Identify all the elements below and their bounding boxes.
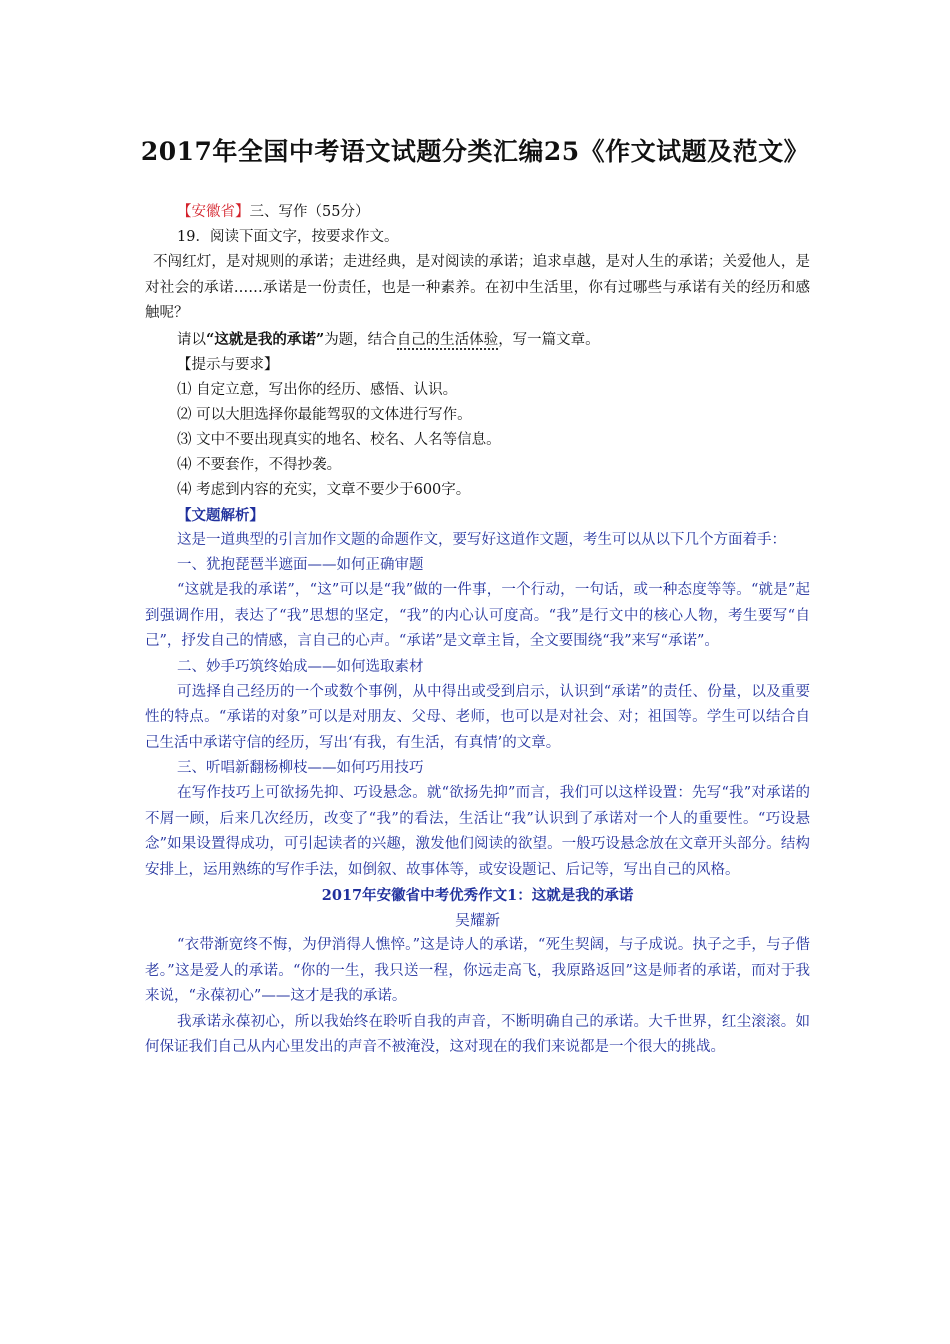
document-body xyxy=(145,200,810,1061)
tip-item: ⑷ 不要套作，不得抄袭。 xyxy=(177,456,342,473)
document-title: 2017年全国中考语文试题分类汇编25《作文试题及范文》 xyxy=(140,137,810,166)
tip-item: ⑷ 考虑到内容的充实，文章不要少于600字。 xyxy=(177,481,471,498)
analysis-intro: 这是一道典型的引言加作文题的命题作文，要写好这道作文题，考生可以从以下几个方面着手： xyxy=(177,531,786,548)
question-prompt: 19．阅读下面文字，按要求作文。 xyxy=(177,229,399,245)
tip-item: ⑴ 自定立意，写出你的经历、感悟、认识。 xyxy=(177,381,458,398)
analysis-section-body: 在写作技巧上可欲扬先抑、巧设悬念。就“欲扬先抑”而言，我们可以这样设置：先写“我”对承诺的不屑一顾，后来几次经历，改变了“我”的看法，生活让“我”认识到了承诺对一个人的重要性。“巧设悬念”如果设置得成功，可引起读者的兴趣，激发他们阅读的欲望。一般巧设悬念放在文章开头部分。结构安排上，运用熟练的写作手法，如倒叙、故事体等，或安设题记、后记等，写出自己的风格。 xyxy=(145,785,810,878)
question-task xyxy=(145,327,810,353)
analysis-section-title: 一、犹抱琵琶半遮面——如何正确审题 xyxy=(177,557,424,573)
question-material: 不闯红灯，是对规则的承诺；走进经典，是对阅读的承诺；追求卓越，是对人生的承诺；关爱他人，是对社会的承诺……承诺是一份责任，也是一种素养。在初中生活里，你有过哪些与承诺有关的经历和感触呢？ xyxy=(145,254,810,321)
tip-item: ⑵ 可以大胆选择你最能驾驭的文体进行写作。 xyxy=(177,406,472,423)
essay-title: 2017年安徽省中考优秀作文1：这就是我的承诺 xyxy=(321,887,634,904)
essay-author: 吴耀新 xyxy=(454,911,500,929)
task-title: “这就是我的承诺” xyxy=(206,330,325,348)
task-emphasis: 自己的生活体验 xyxy=(396,331,499,348)
task-mid: 为题，结合 xyxy=(324,331,397,348)
analysis-section-body: “这就是我的承诺”，“这”可以是“我”做的一件事，一个行动，一句话，或一种态度等等。“就是”起到强调作用，表达了“我”思想的坚定，“我”的内心认可度高。“我”是行文中的核心人物，考生要写“自己”，抒发自己的情感，言自己的心声。“承诺”是文章主旨，全文要围绕“我”来写“承诺”。 xyxy=(145,582,810,649)
essay-paragraph: 我承诺永葆初心，所以我始终在聆听自我的声音，不断明确自己的承诺。大千世界，红尘滚滚。如何保证我们自己从内心里发出的声音不被淹没，这对现在的我们来说都是一个很大的挑战。 xyxy=(145,1013,810,1055)
province-tag: 【安徽省】 xyxy=(177,204,250,220)
task-prefix: 请以 xyxy=(177,331,206,348)
essay-paragraph: “衣带渐宽终不悔，为伊消得人憔悴。”这是诗人的承诺，“死生契阔，与子成说。执子之手，与子偕老。”这是爱人的承诺。“你的一生，我只送一程，你远走高飞，我原路返回”这是师者的承诺，而对于我来说，“永葆初心”——这才是我的承诺。 xyxy=(145,937,810,1004)
analysis-section-title: 二、妙手巧筑终始成——如何选取素材 xyxy=(177,658,424,675)
tip-item: ⑶ 文中不要出现真实的地名、校名、人名等信息。 xyxy=(177,431,501,448)
tips-heading: 【提示与要求】 xyxy=(177,356,279,373)
section-heading xyxy=(145,200,810,225)
task-suffix: ，写一篇文章。 xyxy=(498,331,600,348)
analysis-heading: 【文题解析】 xyxy=(177,506,264,524)
analysis-section-body: 可选择自己经历的一个或数个事例，从中得出或受到启示，认识到“承诺”的责任、份量，以及重要性的特点。“承诺的对象”可以是对朋友、父母、老师，也可以是对社会、对；祖国等。学生可以结合自己生活中承诺守信的经历，写出‘有我，有生活，有真情’的文章。 xyxy=(145,683,810,751)
analysis-section-title: 三、听唱新翻杨柳枝——如何巧用技巧 xyxy=(177,760,424,776)
section-title: 三、写作（55分） xyxy=(249,204,370,220)
